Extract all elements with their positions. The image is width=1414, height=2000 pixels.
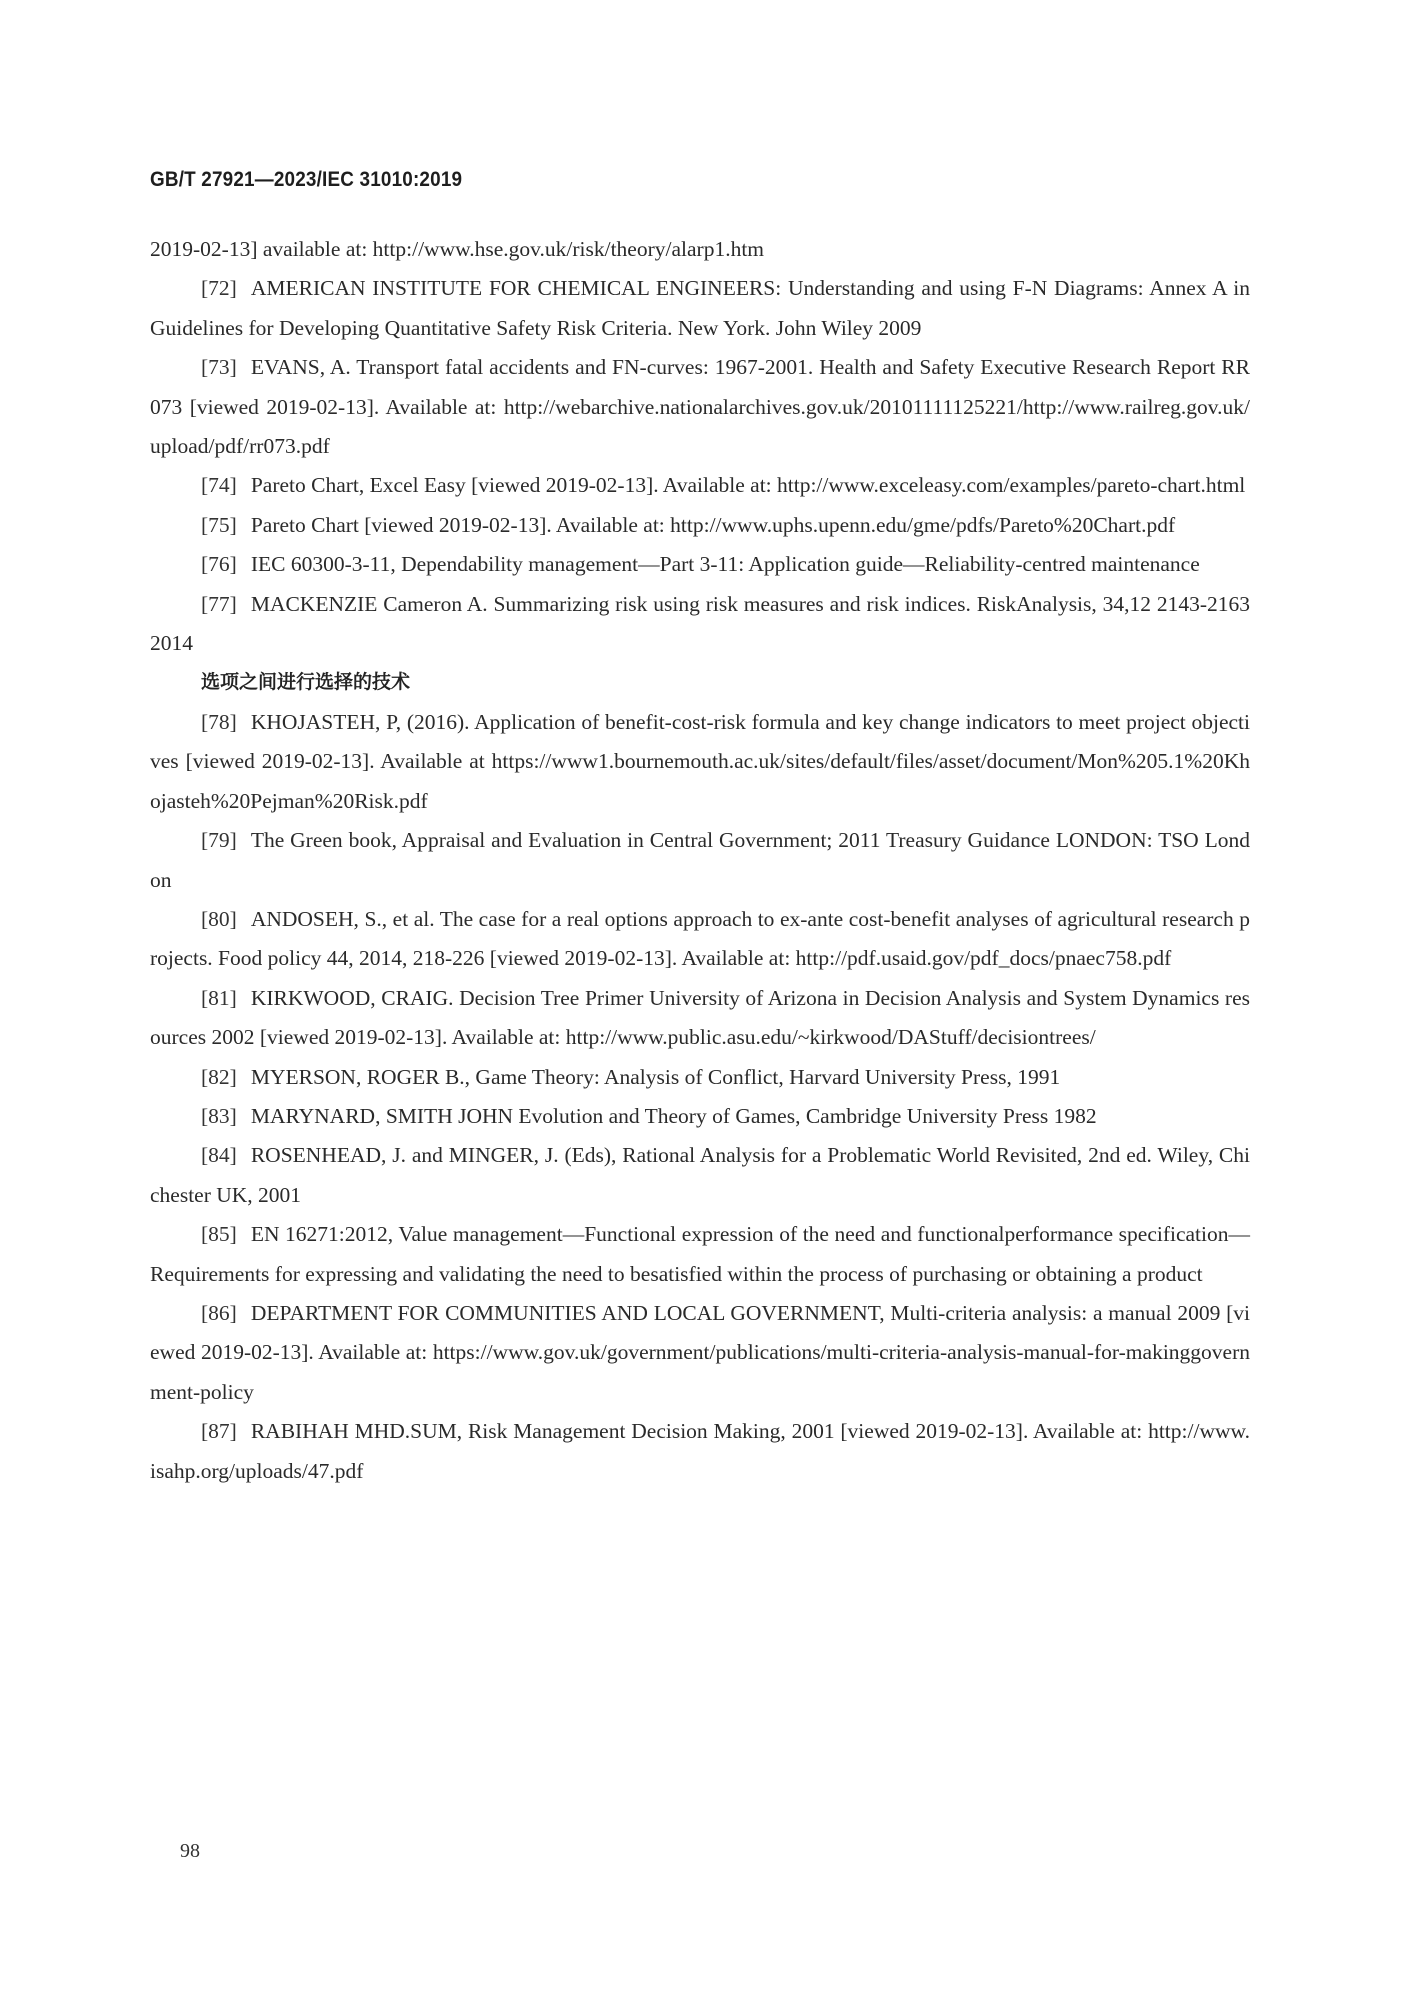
reference-item bbox=[150, 1294, 1250, 1412]
reference-text: DEPARTMENT FOR COMMUNITIES AND LOCAL GOVERNMENT, Multi-criteria analysis: a manual 2009 [viewed 2019-02-13]. Available at: https://www.gov.uk/government/publications/multi-criteria-analysis-manual-for-makinggovernment-policy bbox=[150, 1300, 1250, 1404]
reference-item bbox=[150, 979, 1250, 1058]
reference-number: [74] bbox=[201, 473, 237, 498]
reference-item bbox=[150, 466, 1250, 505]
reference-text: ROSENHEAD, J. and MINGER, J. (Eds), Rational Analysis for a Problematic World Revisited, 2nd ed. Wiley, Chichester UK, 2001 bbox=[150, 1143, 1250, 1207]
reference-number: [86] bbox=[201, 1300, 237, 1325]
reference-number: [76] bbox=[201, 552, 237, 577]
reference-text: MARYNARD, SMITH JOHN Evolution and Theory of Games, Cambridge University Press 1982 bbox=[250, 1103, 1097, 1128]
reference-item bbox=[150, 1097, 1250, 1136]
section-heading: 选项之间进行选择的技术 bbox=[201, 671, 411, 694]
reference-item bbox=[150, 1215, 1250, 1294]
reference-number: [82] bbox=[201, 1064, 237, 1089]
reference-item bbox=[150, 506, 1250, 545]
page-number: 98 bbox=[180, 1840, 200, 1862]
reference-number: [84] bbox=[201, 1143, 237, 1168]
reference-text: IEC 60300-3-11, Dependability management—Part 3-11: Application guide—Reliability-centred maintenance bbox=[250, 552, 1200, 577]
reference-item bbox=[150, 348, 1250, 466]
reference-number: [72] bbox=[201, 276, 237, 301]
reference-item bbox=[150, 1136, 1250, 1215]
reference-continuation: 2019-02-13] available at: http://www.hse.gov.uk/risk/theory/alarp1.htm bbox=[150, 237, 765, 261]
reference-item bbox=[150, 545, 1250, 584]
reference-text: KHOJASTEH, P, (2016). Application of benefit-cost-risk formula and key change indicators to meet project objectives [viewed 2019-02-13]. Available at https://www1.bournemouth.ac.uk/sites/default/files/asset/document/Mon%205.1%20Kh ojasteh%20Pejman%20Risk.pdf bbox=[150, 709, 1250, 813]
reference-item bbox=[150, 269, 1250, 348]
reference-text: The Green book, Appraisal and Evaluation in Central Government; 2011 Treasury Guidance LONDON: TSO London bbox=[150, 828, 1250, 892]
reference-item bbox=[150, 585, 1250, 664]
reference-number: [87] bbox=[201, 1419, 237, 1444]
document-standard-id: GB/T 27921—2023/IEC 31010:2019 bbox=[150, 168, 463, 191]
reference-number: [78] bbox=[201, 709, 237, 734]
reference-number: [79] bbox=[201, 828, 237, 853]
reference-item bbox=[150, 821, 1250, 900]
reference-number: [73] bbox=[201, 355, 237, 380]
reference-item bbox=[150, 900, 1250, 979]
reference-number: [83] bbox=[201, 1103, 237, 1128]
reference-text: EVANS, A. Transport fatal accidents and FN-curves: 1967-2001. Health and Safety Executive Research Report RR 073 [viewed 2019-02-13]. Available at: http://webarchive.nationalarchives.gov.uk/20101111125221/http://www.railreg.gov.uk/upload/pdf/rr073.pdf bbox=[150, 355, 1250, 459]
reference-number: [75] bbox=[201, 512, 237, 537]
reference-number: [85] bbox=[201, 1222, 237, 1247]
reference-text: ANDOSEH, S., et al. The case for a real options approach to ex-ante cost-benefit analyses of agricultural research projects. Food policy 44, 2014, 218-226 [viewed 2019-02-13]. Available at: http://pdf.usaid.gov/pdf_docs/pnaec758.pdf bbox=[150, 906, 1250, 971]
reference-item bbox=[150, 703, 1250, 821]
reference-item bbox=[150, 1058, 1250, 1097]
reference-text: MYERSON, ROGER B., Game Theory: Analysis of Conflict, Harvard University Press, 1991 bbox=[250, 1064, 1061, 1089]
reference-number: [77] bbox=[201, 591, 237, 616]
reference-text: RABIHAH MHD.SUM, Risk Management Decision Making, 2001 [viewed 2019-02-13]. Available at: http://www.isahp.org/uploads/47.pdf bbox=[150, 1419, 1250, 1483]
reference-text: Pareto Chart, Excel Easy [viewed 2019-02-13]. Available at: http://www.exceleasy.com/examples/pareto-chart.html bbox=[250, 473, 1246, 498]
references-list bbox=[150, 230, 1250, 1491]
reference-item bbox=[150, 1412, 1250, 1491]
reference-text: AMERICAN INSTITUTE FOR CHEMICAL ENGINEERS: Understanding and using F-N Diagrams: Annex A in Guidelines for Developing Quantitative Safety Risk Criteria. New York. John Wiley 2009 bbox=[150, 276, 1250, 340]
reference-number: [80] bbox=[201, 906, 237, 931]
reference-text: Pareto Chart [viewed 2019-02-13]. Available at: http://www.uphs.upenn.edu/gme/pdfs/Pareto%20Chart.pdf bbox=[250, 512, 1176, 537]
reference-text: KIRKWOOD, CRAIG. Decision Tree Primer University of Arizona in Decision Analysis and System Dynamics resources 2002 [viewed 2019-02-13]. Available at: http://www.public.asu.edu/~kirkwood/DAStuff/decisiontrees/ bbox=[150, 985, 1250, 1050]
reference-number: [81] bbox=[201, 985, 237, 1010]
reference-text: EN 16271:2012, Value management—Functional expression of the need and functionalperformance specification—Requirements for expressing and validating the need to besatisfied within the process of purchasing or obtaining a product bbox=[150, 1222, 1250, 1286]
reference-text: MACKENZIE Cameron A. Summarizing risk using risk measures and risk indices. RiskAnalysis, 34,12 2143-2163 2014 bbox=[150, 591, 1250, 656]
